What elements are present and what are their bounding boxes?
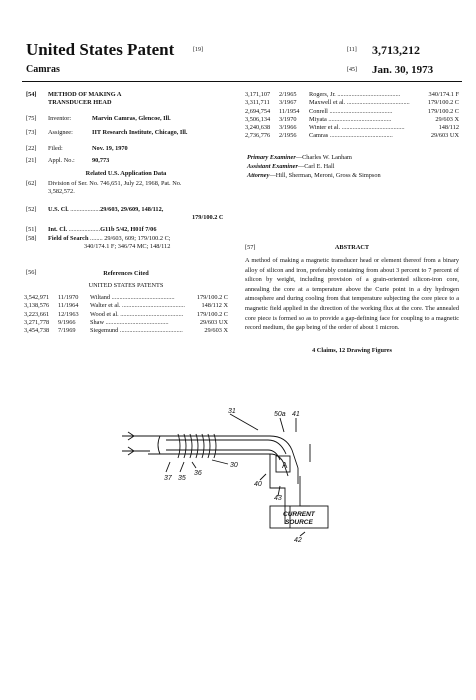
- appl-label: Appl. No.:: [48, 157, 75, 164]
- reference-no: 3,223,661: [24, 310, 50, 318]
- us-class-line-1: 29/603, 29/609, 148/112,: [100, 206, 164, 213]
- reference-row: [24, 302, 234, 310]
- primary-examiner-value: Charles W. Lanham: [302, 154, 352, 161]
- filed-field: [22] Filed: Nov. 19, 1970: [26, 145, 128, 152]
- reference-no: 3,271,778: [24, 318, 50, 326]
- reference-row: [24, 294, 234, 302]
- abstract-text: A method of making a magnetic transducer head or element thereof from a binary alloy of silicon and iron, preferably containing from about 3 percent to 7 percent of silicon by weight, including provision of a grain-oriented silicon-iron core, annealing the core at a temperature above the Curie point in a dry hydrogen atmosphere and during cooling from that temperature subjecting the core piece to a magnetic field applied in the direction of the working flux at the core. The annealed core piece is formed so as to provide a gap-defining face for coupling to a magnetic record medium, the gap being of the order of about 1 micron.: [245, 257, 459, 332]
- reference-name: Maxwell et al. ........................................: [309, 99, 410, 107]
- int-class-label: Int. Cl.: [48, 226, 68, 233]
- reference-cls: 29/603 X: [435, 115, 459, 123]
- reference-date: 3/1966: [279, 124, 297, 132]
- int-class-value: G11b 5/42, H01f 7/06: [100, 226, 157, 233]
- attorney-label: Attorney: [247, 172, 270, 179]
- reference-cls: 148/112 X: [201, 302, 228, 310]
- right-references-list: [245, 91, 461, 141]
- reference-no: 3,138,576: [24, 302, 50, 310]
- inventor-field: [75] Inventor: Marvin Camras, Glencoe, Ill.: [26, 115, 171, 122]
- attorney-value: Hill, Sherman, Meroni, Gross & Simpson: [275, 172, 381, 179]
- reference-cls: 29/603 UX: [199, 318, 228, 326]
- reference-cls: 179/100.2 C: [427, 99, 459, 107]
- assignee-label: Assignee:: [48, 129, 73, 136]
- reference-no: 3,506,134: [245, 115, 271, 123]
- claims-count: 4 Claims, 12 Drawing Figures: [312, 347, 392, 354]
- fig-label-40: 40: [254, 481, 262, 488]
- appl-value: 90,773: [92, 157, 110, 164]
- fig-label-31: 31: [228, 408, 236, 415]
- reference-cls: 29/603 UX: [430, 132, 459, 140]
- fig-label-50a: 50a: [274, 411, 286, 418]
- us-class-line-2: 179/100.2 C: [192, 214, 224, 222]
- reference-date: 3/1970: [279, 115, 297, 123]
- reference-name: Miyata ........................................: [309, 115, 392, 123]
- header-inventor-name: Camras: [26, 64, 60, 75]
- patent-number-code: [11]: [347, 47, 357, 53]
- reference-row: [245, 91, 461, 99]
- reference-row: [245, 116, 461, 124]
- reference-date: 3/1967: [279, 99, 297, 107]
- patent-date-code: [45]: [347, 67, 357, 73]
- reference-no: 3,171,107: [245, 91, 271, 98]
- fig-label-37: 37: [164, 475, 172, 482]
- reference-date: 11/1970: [58, 294, 79, 301]
- filed-value: Nov. 19, 1970: [92, 145, 128, 152]
- assistant-examiner: Assistant Examiner—Carl E. Hall: [247, 163, 335, 170]
- reference-no: 3,240,638: [245, 124, 271, 132]
- appl-field: [21] Appl. No.: 90,773: [26, 157, 110, 164]
- left-references-list: [24, 294, 234, 335]
- assistant-examiner-value: Carl E. Hall: [304, 163, 335, 170]
- reference-row: [245, 124, 461, 132]
- fig-label-43: 43: [274, 495, 282, 502]
- reference-name: Conrell ........................................: [309, 107, 393, 115]
- int-class-field: [51] Int. Cl. ....................G11b 5/42, H01f 7/06: [26, 226, 157, 233]
- reference-no: 2,694,754: [245, 107, 271, 115]
- division-line-2: 3,582,572.: [48, 188, 75, 196]
- title-line-1: METHOD OF MAKING A: [48, 91, 122, 98]
- field-of-search-line-2: 340/174.1 F; 346/74 MC; 148/112: [84, 243, 171, 251]
- reference-name: Rogers, Jr. ........................................: [309, 91, 401, 98]
- fig-label-36: 36: [194, 470, 202, 477]
- ammeter-label: A: [282, 461, 288, 470]
- reference-date: 7/1969: [58, 327, 76, 335]
- division-field: [62] Division of Ser. No. 746,651, July 22, 1968, Pat. No. 3,582,572.: [26, 180, 182, 196]
- fig-label-30: 30: [230, 462, 238, 469]
- reference-no: 2,736,776: [245, 132, 271, 140]
- patent-drawing: [120, 396, 350, 546]
- field-arrows: [122, 432, 150, 455]
- references-heading-row: [56]: [26, 269, 37, 276]
- title-field: [26, 91, 121, 108]
- reference-no: 3,454,738: [24, 327, 50, 335]
- abstract-heading: ABSTRACT: [334, 244, 370, 251]
- reference-date: 12/1963: [58, 310, 79, 318]
- reference-date: 2/1965: [279, 91, 297, 98]
- reference-name: Walter et al. ........................................: [90, 302, 185, 310]
- fig-label-41: 41: [292, 411, 300, 418]
- references-heading: References Cited: [103, 270, 149, 277]
- reference-no: 3,542,971: [24, 294, 50, 301]
- patent-date: Jan. 30, 1973: [372, 64, 434, 76]
- reference-cls: 179/100.2 C: [427, 107, 459, 115]
- us-class-label: U.S. Cl.: [48, 206, 69, 213]
- reference-name: Camras ........................................: [309, 132, 393, 140]
- title-code: [54]: [26, 91, 37, 98]
- reference-name: Wood et al. ........................................: [90, 310, 184, 318]
- reference-cls: 29/603 X: [204, 327, 228, 335]
- fig-label-35: 35: [178, 475, 186, 482]
- patent-number: 3,713,212: [372, 43, 420, 57]
- reference-name: Wiltand ........................................: [90, 294, 175, 301]
- header-title-code: [19]: [193, 47, 203, 53]
- assistant-examiner-label: Assistant Examiner: [247, 163, 298, 170]
- reference-name: Siegemund ........................................: [90, 327, 183, 335]
- reference-date: 9/1966: [58, 318, 76, 326]
- reference-date: 11/1964: [58, 302, 79, 310]
- field-of-search-line-1: 29/603, 609; 179/100.2 C;: [104, 235, 171, 242]
- division-line-1: Division of Ser. No. 746,651, July 22, 1968, Pat. No.: [48, 180, 182, 187]
- reference-date: 2/1956: [279, 132, 297, 140]
- reference-cls: 340/174.1 F: [428, 91, 459, 98]
- reference-row: [245, 132, 461, 140]
- references-subheading: UNITED STATES PATENTS: [88, 282, 164, 289]
- current-source-line-2: SOURCE: [285, 519, 313, 526]
- head-body: [148, 436, 298, 476]
- patent-header-title: United States Patent: [26, 40, 175, 59]
- inventor-value: Marvin Camras, Glencoe, Ill.: [92, 115, 171, 122]
- reference-no: 3,311,711: [245, 99, 270, 107]
- reference-cls: 179/100.2 C: [196, 310, 228, 318]
- reference-name: Shaw ........................................: [90, 318, 169, 326]
- attorney: Attorney—Hill, Sherman, Meroni, Gross & Simpson: [247, 172, 381, 179]
- reference-row: [24, 311, 234, 319]
- reference-row: [245, 99, 461, 107]
- reference-cls: 179/100.2 C: [196, 294, 228, 301]
- assignee-value: IIT Research Institute, Chicago, Ill.: [92, 129, 188, 136]
- filed-label: Filed:: [48, 145, 63, 152]
- field-of-search-label: Field of Search: [48, 235, 89, 242]
- inventor-label: Inventor:: [48, 115, 72, 122]
- fig-label-42: 42: [294, 537, 302, 544]
- reference-row: [24, 319, 234, 327]
- related-heading: Related U.S. Application Data: [85, 170, 167, 177]
- primary-examiner-label: Primary Examiner: [247, 154, 296, 161]
- reference-row: [245, 108, 461, 116]
- reference-row: [24, 327, 234, 335]
- reference-name: Winter et al. ........................................: [309, 124, 405, 132]
- abstract-code: [57]: [245, 244, 256, 251]
- us-class-field: [52] U.S. Cl. ...................29/603, 29/609, 148/112, 179/100.2 C: [26, 206, 224, 222]
- title-line-2: TRANSDUCER HEAD: [48, 99, 112, 107]
- reference-cls: 148/112: [438, 124, 459, 132]
- reference-date: 11/1954: [279, 107, 300, 115]
- primary-examiner: Primary Examiner—Charles W. Lanham: [247, 154, 352, 161]
- field-of-search: [58] Field of Search ........ 29/603, 609; 179/100.2 C; 340/174.1 F; 346/74 MC; 148/112: [26, 235, 171, 251]
- assignee-field: [73] Assignee: IIT Research Institute, Chicago, Ill.: [26, 129, 188, 136]
- current-source-line-1: CURRENT: [283, 511, 315, 518]
- header-rule: [22, 81, 462, 82]
